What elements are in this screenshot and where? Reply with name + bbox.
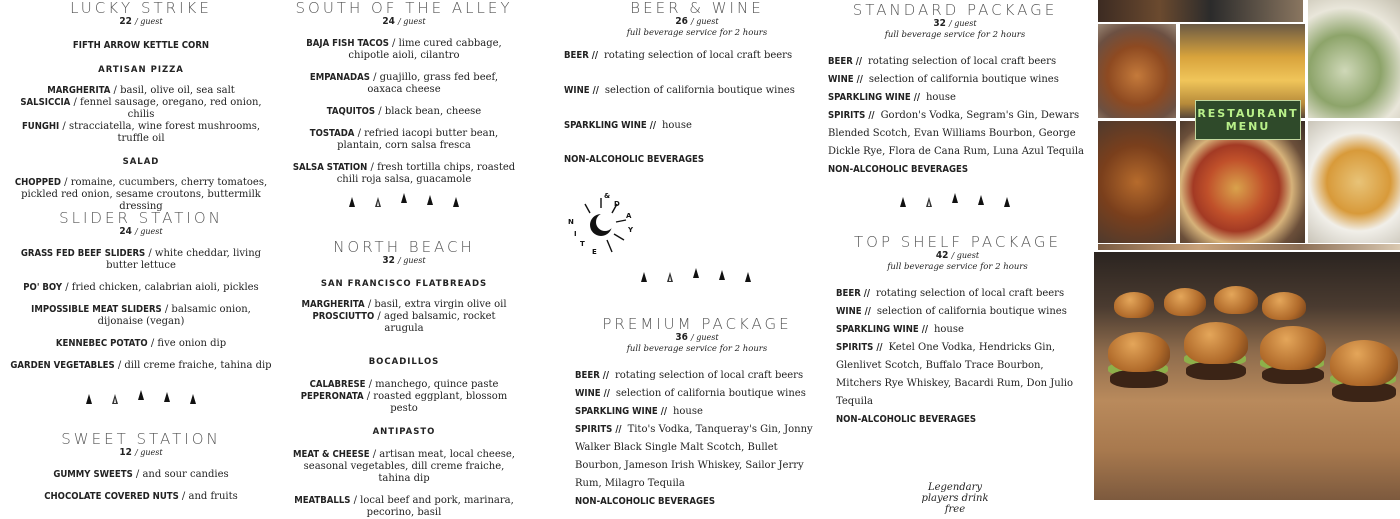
item-name: CALABRESE [309, 379, 366, 390]
slider-patty [1186, 362, 1246, 380]
price-value: 36 [675, 332, 688, 343]
bev-label: BEER // [575, 370, 609, 381]
bev-label: SPIRITS // [836, 342, 883, 353]
bev-line [575, 385, 825, 403]
item-desc: / manchego, quince paste [365, 379, 499, 390]
item-name: GRASS FED BEEF SLIDERS [20, 248, 146, 259]
item-name: PO' BOY [23, 282, 63, 293]
section-title: SWEET STATION [61, 430, 221, 448]
price-per: / guest [135, 448, 163, 457]
logo-letter: D [614, 200, 620, 208]
bev-text: rotating selection of local craft beers [868, 56, 1057, 67]
bev-line [564, 47, 834, 65]
bev-text: Gordon's Vodka, Segram's Gin, Dewars Blended Scotch, Evan Williams Bourbon, George Dickle Rye, Flora de Cana Rum, Luna Azul Tequila [828, 110, 1085, 157]
section-price [556, 332, 838, 344]
bev-text: house [925, 92, 956, 103]
bev-line [828, 89, 1088, 107]
top-shelf-package-section [820, 234, 1095, 273]
item-desc: / roasted eggplant, blossom pesto [363, 391, 508, 414]
bev-text: house [933, 324, 964, 335]
section-title: TOP SHELF PACKAGE [853, 233, 1062, 251]
menu-item [0, 338, 282, 350]
bev-text: rotating selection of local craft beers [604, 50, 793, 61]
bev-text: selection of california boutique wines [615, 388, 806, 399]
item-desc: / fresh tortilla chips, roasted chili roja salsa, guacamole [336, 162, 516, 185]
logo-letter: T [580, 240, 585, 248]
nite-and-day-logo [566, 190, 636, 260]
section-price [820, 250, 1095, 262]
triangle-icon [138, 390, 144, 400]
menu-item [0, 248, 282, 272]
slider-bun [1108, 332, 1170, 372]
bev-line [836, 285, 1088, 303]
fried-chicken-photo [1098, 121, 1176, 243]
section-title: PREMIUM PACKAGE [602, 315, 792, 333]
bev-line [564, 82, 834, 100]
subheading: SALAD [122, 157, 160, 167]
bev-line [828, 107, 1088, 161]
section-price [282, 16, 526, 28]
service-note: full beverage service for 2 hours [626, 28, 768, 38]
section-title: SLIDER STATION [59, 209, 223, 227]
item-desc: / stracciatella, wine forest mushrooms, truffle oil [59, 121, 261, 144]
badge-line: MENU [1225, 120, 1271, 133]
section-price [0, 16, 282, 28]
triangle-icon [349, 197, 355, 207]
logo-letter: E [592, 248, 597, 256]
item-name: MEATBALLS [294, 495, 351, 506]
bev-label: BEER // [564, 50, 598, 61]
price-value: 24 [119, 226, 132, 237]
section-price [820, 18, 1090, 30]
slider-bun [1184, 322, 1248, 364]
price-per: / guest [135, 17, 163, 26]
price-value: 26 [675, 16, 688, 27]
food-strip-photo [1098, 244, 1400, 250]
item-name: SALSA STATION [292, 162, 368, 173]
lucky-strike-section [0, 0, 282, 213]
price-per: / guest [398, 17, 426, 26]
section-title: LUCKY STRIKE [70, 0, 212, 17]
salad-photo [1308, 0, 1400, 118]
bev-line [575, 493, 825, 511]
logo-letter: A [626, 212, 632, 220]
bev-line [564, 151, 834, 169]
bev-line [836, 303, 1088, 321]
item-name: BAJA FISH TACOS [306, 38, 389, 49]
bev-label: BEER // [836, 288, 870, 299]
menu-item [0, 360, 282, 372]
bev-label: SPARKLING WINE // [828, 92, 920, 103]
badge-text [1197, 107, 1298, 133]
item-desc: / dill creme fraiche, tahina dip [114, 360, 272, 371]
section-price [0, 226, 282, 238]
section-title: BEER & WINE [630, 0, 764, 17]
triangle-divider [0, 390, 282, 404]
bev-text: rotating selection of local craft beers [876, 288, 1065, 299]
section-title: SOUTH OF THE ALLEY [295, 0, 513, 17]
triangle-icon [427, 195, 433, 205]
price-value: 24 [382, 16, 395, 27]
triangle-icon [900, 197, 906, 207]
menu-item [0, 40, 282, 52]
bev-label: WINE // [828, 74, 863, 85]
item-desc: / basil, olive oil, sea salt [110, 85, 235, 96]
sweet-station-section [0, 431, 282, 503]
triangle-divider [596, 268, 796, 282]
subheading: SAN FRANCISCO FLATBREADS [320, 279, 488, 289]
bev-line [575, 367, 825, 385]
item-name: CHOCOLATE COVERED NUTS [44, 491, 179, 502]
menu-item [282, 311, 526, 335]
item-desc: / local beef and pork, marinara, pecorino, basil [350, 495, 514, 518]
slider-station-section [0, 210, 282, 372]
service-note: full beverage service for 2 hours [884, 30, 1026, 40]
triangle-icon [719, 270, 725, 280]
triangle-divider [855, 193, 1055, 207]
triangle-icon [978, 195, 984, 205]
standard-bev-list [828, 53, 1088, 179]
menu-item [0, 97, 282, 121]
logo-letter: N [568, 218, 574, 226]
bev-label: SPARKLING WINE // [836, 324, 928, 335]
bev-line [836, 321, 1088, 339]
price-per: / guest [398, 256, 426, 265]
menu-item [0, 121, 282, 145]
menu-item [282, 128, 526, 152]
triangle-icon [453, 197, 459, 207]
item-name: IMPOSSIBLE MEAT SLIDERS [31, 304, 162, 315]
bev-label: WINE // [836, 306, 871, 317]
bev-label: NON-ALCOHOLIC BEVERAGES [828, 164, 969, 175]
triangle-icon [86, 394, 92, 404]
triangle-outline-icon [926, 197, 932, 207]
item-desc: / basil, extra virgin olive oil [364, 299, 507, 310]
price-value: 42 [935, 250, 949, 261]
bev-line [836, 339, 1088, 411]
subheading: BOCADILLOS [368, 357, 440, 367]
bev-label: NON-ALCOHOLIC BEVERAGES [836, 414, 977, 425]
price-value: 22 [119, 16, 132, 27]
item-name: EMPANADAS [309, 72, 370, 83]
slider-bun [1114, 292, 1154, 318]
item-name: GUMMY SWEETS [53, 469, 133, 480]
bev-label: SPIRITS // [828, 110, 875, 121]
menu-item [0, 491, 282, 503]
bev-text: selection of california boutique wines [876, 306, 1067, 317]
price-per: / guest [691, 17, 719, 26]
item-name: TAQUITOS [326, 106, 376, 117]
footer-script-text: Legendary players drink free [921, 482, 989, 515]
bev-text: Tito's Vodka, Tanqueray's Gin, Jonny Walker Black Single Malt Scotch, Bullet Bourbon, Jameson Irish Whiskey, Sailor Jerry Rum, Milagro Tequila [575, 424, 813, 489]
bev-label: BEER // [828, 56, 862, 67]
sun-moon-icon [566, 190, 636, 260]
item-desc: / refried iacopi butter bean, plantain, corn salsa fresca [337, 128, 499, 151]
item-name: FIFTH ARROW KETTLE CORN [72, 40, 210, 51]
section-title: NORTH BEACH [333, 238, 475, 256]
triangle-icon [693, 268, 699, 278]
triangle-icon [641, 272, 647, 282]
bev-line [575, 403, 825, 421]
bev-text: house [661, 120, 692, 131]
menu-item [0, 177, 282, 213]
item-desc: / lime cured cabbage, chipotle aioli, cilantro [348, 38, 502, 61]
bev-line [828, 161, 1088, 179]
price-per: / guest [691, 333, 719, 342]
logo-letter: I [574, 230, 577, 238]
item-desc: / artisan meat, local cheese, seasonal vegetables, dill creme fraiche, tahina dip [303, 449, 515, 484]
section-title: STANDARD PACKAGE [852, 1, 1058, 19]
item-desc: / fennel sausage, oregano, red onion, chilis [70, 97, 262, 120]
menu-item [282, 162, 526, 186]
item-desc: / black bean, cheese [375, 106, 482, 117]
triangle-icon [1004, 197, 1010, 207]
section-price [556, 16, 838, 28]
logo-letter: Y [628, 226, 634, 234]
sliders-photo [1094, 252, 1400, 500]
nachos-photo [1308, 121, 1400, 243]
triangle-outline-icon [667, 272, 673, 282]
top-shelf-bev-list [836, 285, 1088, 429]
item-name: MARGHERITA [301, 299, 365, 310]
item-desc: / five onion dip [147, 338, 227, 349]
subheading: ARTISAN PIZZA [98, 65, 184, 75]
item-desc: / balsamic onion, dijonaise (vegan) [97, 304, 251, 327]
premium-package-section [556, 316, 838, 355]
menu-item [0, 304, 282, 328]
item-name: SALSICCIA [20, 97, 71, 108]
slider-bun [1260, 326, 1326, 370]
price-value: 12 [119, 447, 132, 458]
item-desc: / and sour candies [132, 469, 229, 480]
bev-text: house [672, 406, 703, 417]
south-of-the-alley-section [282, 0, 526, 186]
triangle-icon [164, 392, 170, 402]
slider-bun [1164, 288, 1206, 316]
bev-label: SPARKLING WINE // [575, 406, 667, 417]
north-beach-section [282, 239, 526, 519]
bev-text: Ketel One Vodka, Hendricks Gin, Glenlivet Scotch, Buffalo Trace Bourbon, Mitchers Rye Whiskey, Bacardi Rum, Don Julio Tequila [836, 342, 1074, 407]
triangle-icon [952, 193, 958, 203]
triangle-icon [745, 272, 751, 282]
menu-item [0, 85, 282, 97]
item-desc: / white cheddar, living butter lettuce [106, 248, 262, 271]
menu-item [0, 469, 282, 481]
bev-label: SPARKLING WINE // [564, 120, 656, 131]
item-name: MARGHERITA [47, 85, 111, 96]
triangle-icon [190, 394, 196, 404]
beer-wine-section [556, 0, 838, 39]
bev-line [564, 117, 834, 135]
bev-line [575, 421, 825, 493]
item-desc: / aged balsamic, rocket arugula [374, 311, 496, 334]
item-desc: / fried chicken, calabrian aioli, pickles [62, 282, 259, 293]
menu-item [282, 391, 526, 415]
item-name: KENNEBEC POTATO [55, 338, 148, 349]
bev-label: NON-ALCOHOLIC BEVERAGES [564, 154, 705, 165]
bev-line [836, 411, 1088, 429]
price-value: 32 [382, 255, 395, 266]
slider-bun [1214, 286, 1258, 314]
bev-line [828, 71, 1088, 89]
item-name: PROSCIUTTO [312, 311, 375, 322]
subheading: ANTIPASTO [372, 427, 436, 437]
item-desc: / romaine, cucumbers, cherry tomatoes, pickled red onion, sesame croutons, buttermilk dressing [21, 177, 268, 212]
price-value: 32 [933, 18, 946, 29]
triangle-icon [401, 193, 407, 203]
slider-bun [1262, 292, 1306, 320]
bar-bottles-photo [1098, 0, 1303, 22]
bev-text: rotating selection of local craft beers [615, 370, 804, 381]
menu-item [282, 106, 526, 118]
item-name: FUNGHI [21, 121, 60, 132]
triangle-outline-icon [375, 197, 381, 207]
slider-patty [1110, 370, 1168, 388]
bev-label: NON-ALCOHOLIC BEVERAGES [575, 496, 716, 507]
restaurant-menu-badge [1195, 100, 1301, 140]
triangle-outline-icon [112, 394, 118, 404]
bev-label: WINE // [564, 85, 599, 96]
bev-label: SPIRITS // [575, 424, 622, 435]
item-name: PEPERONATA [300, 391, 364, 402]
menu-item [282, 72, 526, 96]
item-name: CHOPPED [14, 177, 61, 188]
menu-item [282, 495, 526, 519]
chicken-wings-photo [1098, 24, 1176, 118]
item-name: GARDEN VEGETABLES [10, 360, 115, 371]
bev-text: selection of california boutique wines [868, 74, 1059, 85]
price-per: / guest [949, 19, 977, 28]
price-per: / guest [951, 251, 980, 260]
bev-text: selection of california boutique wines [604, 85, 795, 96]
menu-item [0, 282, 282, 294]
menu-item [282, 299, 526, 311]
standard-package-section [820, 2, 1090, 41]
item-name: MEAT & CHEESE [293, 449, 370, 460]
item-name: TOSTADA [309, 128, 355, 139]
section-price [282, 255, 526, 267]
menu-item [282, 449, 526, 485]
item-desc: / and fruits [178, 491, 238, 502]
menu-item [282, 38, 526, 62]
bev-line [828, 53, 1088, 71]
service-note: full beverage service for 2 hours [887, 262, 1028, 272]
badge-line: RESTAURANT [1197, 107, 1299, 120]
item-desc: / guajillo, grass fed beef, oaxaca cheese [367, 72, 499, 95]
bev-label: WINE // [575, 388, 610, 399]
premium-bev-list [575, 367, 825, 511]
logo-letter: & [604, 192, 611, 200]
section-price [0, 447, 282, 459]
triangle-divider [282, 193, 526, 207]
price-per: / guest [135, 227, 163, 236]
slider-bun [1330, 340, 1398, 386]
service-note: full beverage service for 2 hours [626, 344, 768, 354]
menu-item [282, 379, 526, 391]
